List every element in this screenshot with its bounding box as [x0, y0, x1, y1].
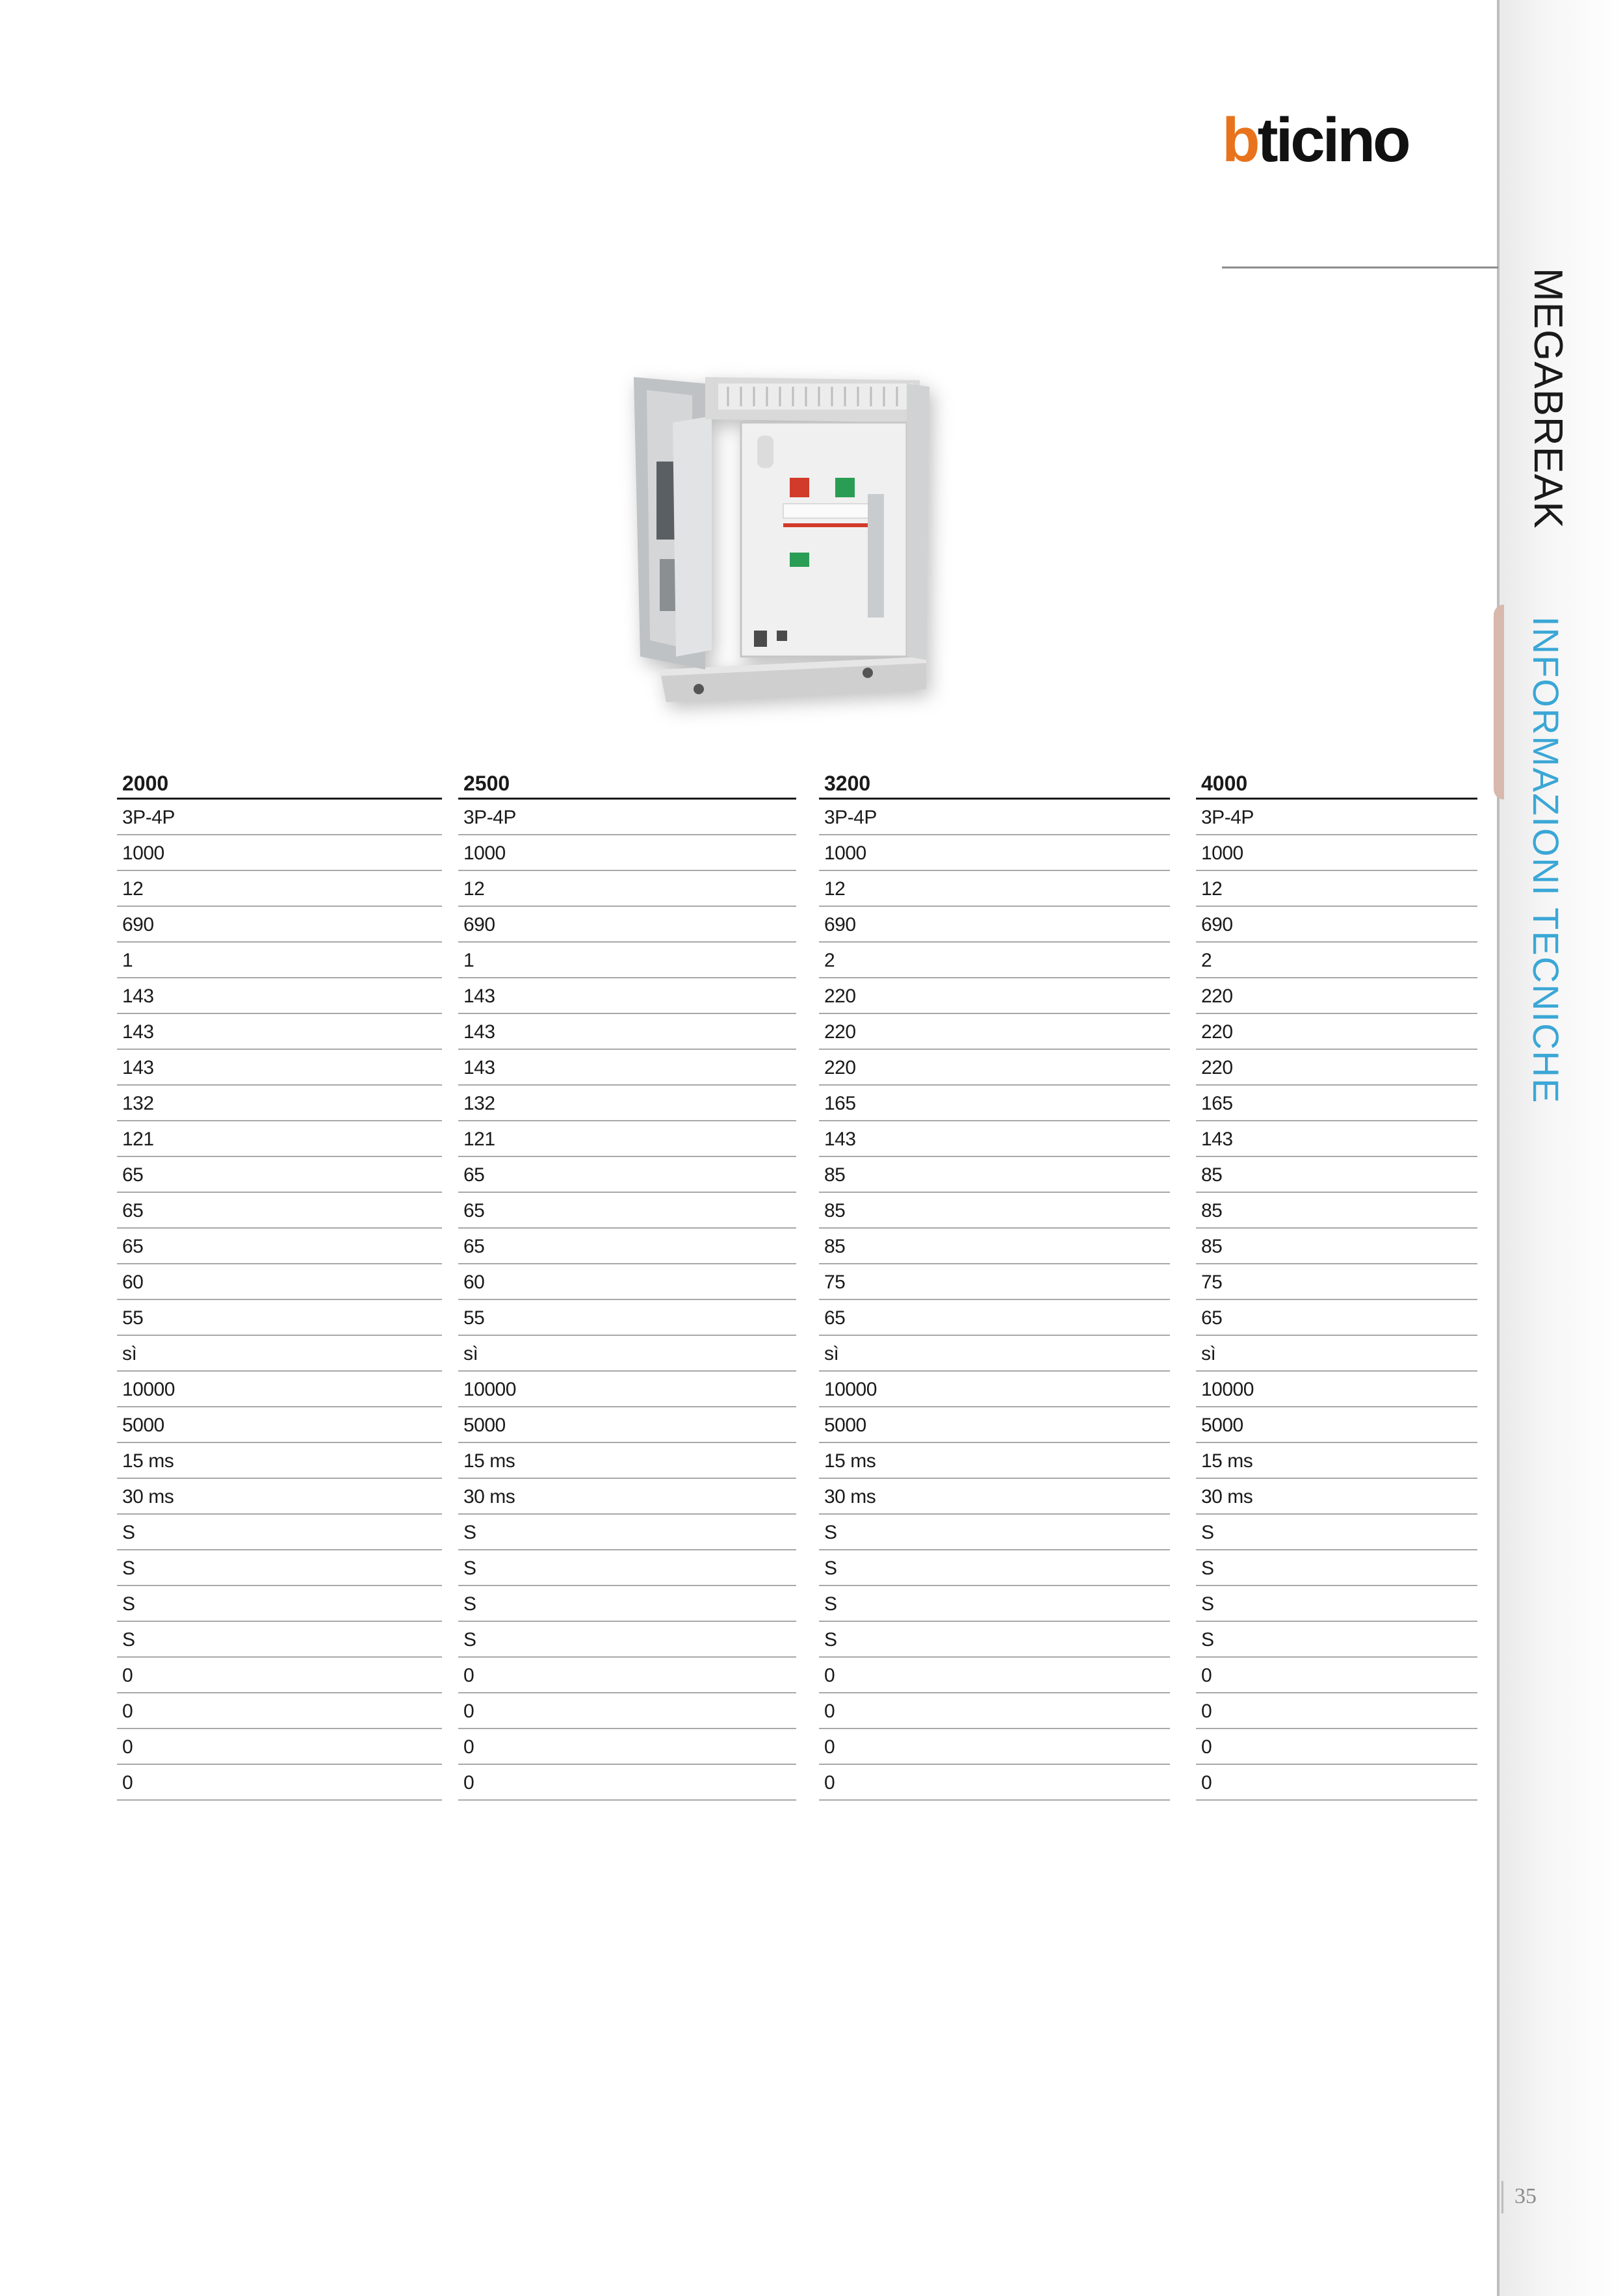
table-cell: 65	[117, 1193, 442, 1229]
table-cell: 0	[117, 1765, 442, 1801]
table-cell: 0	[1196, 1729, 1477, 1765]
table-cell: 85	[1196, 1229, 1477, 1264]
table-cell: 220	[819, 1050, 1170, 1086]
table-cell: S	[1196, 1550, 1477, 1586]
table-cell: S	[1196, 1622, 1477, 1658]
table-cell: 30 ms	[819, 1479, 1170, 1515]
table-cell: 220	[1196, 978, 1477, 1014]
table-column	[1196, 767, 1477, 1801]
table-cell: 0	[1196, 1693, 1477, 1729]
table-cell: 132	[117, 1086, 442, 1121]
table-cell: 1000	[117, 835, 442, 871]
table-cell: 5000	[1196, 1407, 1477, 1443]
page-number: 35	[1514, 2184, 1537, 2208]
table-cell: 2	[819, 943, 1170, 978]
table-cell: 5000	[117, 1407, 442, 1443]
table-cell: 0	[117, 1693, 442, 1729]
table-cell: 132	[458, 1086, 796, 1121]
table-cell: 3P-4P	[458, 800, 796, 835]
table-cell: 0	[117, 1658, 442, 1693]
table-cell: 220	[819, 1014, 1170, 1050]
table-cell: 220	[1196, 1050, 1477, 1086]
table-cell: 0	[1196, 1658, 1477, 1693]
column-header: 4000	[1196, 767, 1477, 800]
table-cell: S	[819, 1550, 1170, 1586]
column-header: 2000	[117, 767, 442, 800]
table-cell: S	[117, 1550, 442, 1586]
table-cell: 2	[1196, 943, 1477, 978]
table-cell: 165	[1196, 1086, 1477, 1121]
table-cell: 1	[117, 943, 442, 978]
table-cell: 690	[1196, 907, 1477, 943]
air-circuit-breaker-photo	[621, 364, 946, 715]
table-cell: 0	[458, 1658, 796, 1693]
table-cell: S	[819, 1622, 1170, 1658]
table-cell: 165	[819, 1086, 1170, 1121]
section-tab-marker	[1494, 605, 1504, 800]
table-cell: S	[117, 1622, 442, 1658]
table-cell: S	[1196, 1515, 1477, 1550]
table-cell: 12	[117, 871, 442, 907]
table-cell: 3P-4P	[819, 800, 1170, 835]
table-cell: 143	[117, 978, 442, 1014]
table-cell: 85	[819, 1157, 1170, 1193]
table-cell: sì	[117, 1336, 442, 1372]
table-cell: 65	[458, 1229, 796, 1264]
table-cell: S	[819, 1515, 1170, 1550]
page-number-tick	[1501, 2181, 1503, 2213]
table-cell: 75	[1196, 1264, 1477, 1300]
table-cell: 0	[819, 1765, 1170, 1801]
table-cell: 5000	[458, 1407, 796, 1443]
table-cell: 5000	[819, 1407, 1170, 1443]
table-cell: 12	[819, 871, 1170, 907]
table-cell: 0	[458, 1729, 796, 1765]
table-cell: S	[117, 1586, 442, 1622]
table-cell: 15 ms	[458, 1443, 796, 1479]
table-cell: 85	[1196, 1193, 1477, 1229]
table-cell: 55	[117, 1300, 442, 1336]
table-cell: S	[458, 1550, 796, 1586]
table-cell: 85	[819, 1229, 1170, 1264]
table-cell: 121	[458, 1121, 796, 1157]
table-cell: 1000	[1196, 835, 1477, 871]
table-cell: 0	[819, 1658, 1170, 1693]
table-cell: S	[458, 1622, 796, 1658]
table-cell: 75	[819, 1264, 1170, 1300]
table-cell: 143	[819, 1121, 1170, 1157]
table-cell: 143	[458, 978, 796, 1014]
table-cell: 65	[458, 1193, 796, 1229]
table-cell: sì	[458, 1336, 796, 1372]
table-cell: 85	[819, 1193, 1170, 1229]
table-cell: 12	[458, 871, 796, 907]
table-cell: 0	[819, 1693, 1170, 1729]
table-cell: 60	[117, 1264, 442, 1300]
header-rule	[1222, 267, 1498, 268]
table-cell: 0	[458, 1693, 796, 1729]
table-cell: 143	[117, 1014, 442, 1050]
table-cell: 10000	[117, 1372, 442, 1407]
table-cell: 3P-4P	[117, 800, 442, 835]
table-cell: 30 ms	[1196, 1479, 1477, 1515]
table-cell: 12	[1196, 871, 1477, 907]
table-cell: 220	[1196, 1014, 1477, 1050]
table-cell: 60	[458, 1264, 796, 1300]
table-cell: 30 ms	[458, 1479, 796, 1515]
table-cell: sì	[819, 1336, 1170, 1372]
table-cell: S	[458, 1515, 796, 1550]
table-cell: 3P-4P	[1196, 800, 1477, 835]
table-cell: 10000	[1196, 1372, 1477, 1407]
table-cell: 85	[1196, 1157, 1477, 1193]
table-cell: 30 ms	[117, 1479, 442, 1515]
table-column	[117, 767, 442, 1801]
table-cell: 143	[458, 1050, 796, 1086]
table-cell: 121	[117, 1121, 442, 1157]
table-cell: 15 ms	[1196, 1443, 1477, 1479]
table-cell: 1	[458, 943, 796, 978]
table-cell: S	[1196, 1586, 1477, 1622]
table-cell: 65	[117, 1157, 442, 1193]
table-column	[458, 767, 796, 1801]
table-cell: 1000	[819, 835, 1170, 871]
table-cell: 65	[819, 1300, 1170, 1336]
table-cell: 143	[458, 1014, 796, 1050]
table-cell: 690	[117, 907, 442, 943]
bticino-logo: bticino	[1222, 105, 1409, 175]
section-title: MEGABREAK	[1526, 268, 1570, 529]
table-cell: 10000	[819, 1372, 1170, 1407]
table-cell: sì	[1196, 1336, 1477, 1372]
table-cell: 143	[1196, 1121, 1477, 1157]
sidebar-divider	[1497, 0, 1500, 2296]
table-cell: S	[458, 1586, 796, 1622]
table-cell: 143	[117, 1050, 442, 1086]
table-cell: 0	[1196, 1765, 1477, 1801]
table-cell: 0	[117, 1729, 442, 1765]
table-cell: 15 ms	[819, 1443, 1170, 1479]
table-cell: S	[117, 1515, 442, 1550]
table-cell: 15 ms	[117, 1443, 442, 1479]
table-cell: 690	[458, 907, 796, 943]
table-cell: 65	[1196, 1300, 1477, 1336]
column-header: 3200	[819, 767, 1170, 800]
table-cell: 65	[458, 1157, 796, 1193]
table-cell: 65	[117, 1229, 442, 1264]
table-column	[819, 767, 1170, 1801]
subsection-title: INFORMAZIONI TECNICHE	[1526, 616, 1566, 1104]
table-cell: 1000	[458, 835, 796, 871]
table-cell: 0	[819, 1729, 1170, 1765]
table-cell: 10000	[458, 1372, 796, 1407]
table-cell: 690	[819, 907, 1170, 943]
column-header: 2500	[458, 767, 796, 800]
table-cell: 55	[458, 1300, 796, 1336]
table-cell: S	[819, 1586, 1170, 1622]
table-cell: 220	[819, 978, 1170, 1014]
table-cell: 0	[458, 1765, 796, 1801]
